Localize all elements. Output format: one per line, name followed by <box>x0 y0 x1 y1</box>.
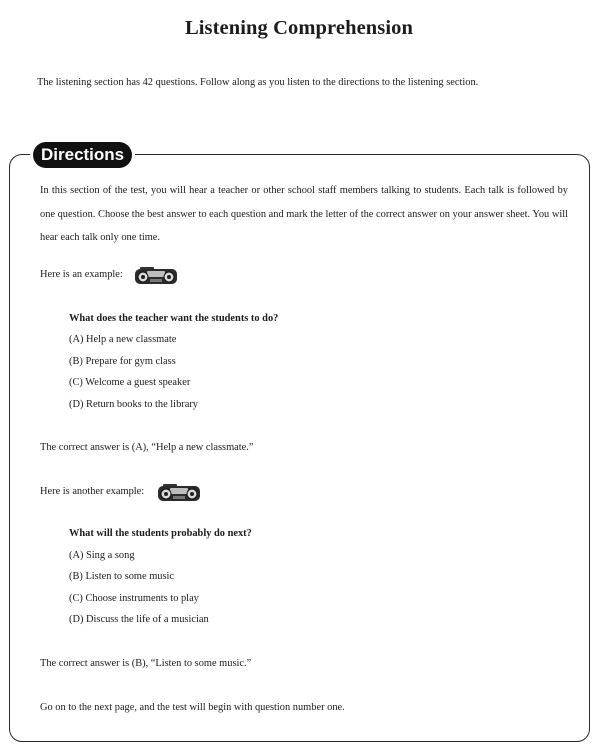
directions-heading: Directions <box>33 142 132 168</box>
example-1-option-d: (D) Return books to the library <box>69 399 198 410</box>
example-1-option-c: (C) Welcome a guest speaker <box>69 377 191 388</box>
example-1-answer: The correct answer is (A), “Help a new classmate.” <box>40 442 254 453</box>
directions-text: In this section of the test, you will hear a teacher or other school staff members talking to students. Each talk is followed by one question. Choose the best answer to each question and mark the letter of the correct answer on your answer sheet. You will hear each talk only one time. <box>40 185 568 243</box>
page-title: Listening Comprehension <box>184 17 414 39</box>
example-1-option-b: (B) Prepare for gym class <box>69 356 176 367</box>
example-1-lead: Here is an example: <box>40 269 123 280</box>
example-2-answer: The correct answer is (B), “Listen to some music.” <box>40 658 252 669</box>
cassette-player-icon <box>134 265 178 285</box>
example-1-option-a: (A) Help a new classmate <box>69 334 177 345</box>
closing-text: Go on to the next page, and the test will begin with question number one. <box>40 702 345 713</box>
example-2-lead: Here is another example: <box>40 486 145 497</box>
example-2-question: What will the students probably do next? <box>69 528 252 539</box>
example-2-option-d: (D) Discuss the life of a musician <box>69 614 209 625</box>
example-2-option-a: (A) Sing a song <box>69 550 135 561</box>
intro-text: The listening section has 42 questions. Follow along as you listen to the directions to the listening section. <box>37 77 479 88</box>
example-2-option-c: (C) Choose instruments to play <box>69 593 199 604</box>
example-2-option-b: (B) Listen to some music <box>69 571 175 582</box>
cassette-player-icon <box>157 482 201 502</box>
example-1-question: What does the teacher want the students to do? <box>69 313 279 324</box>
